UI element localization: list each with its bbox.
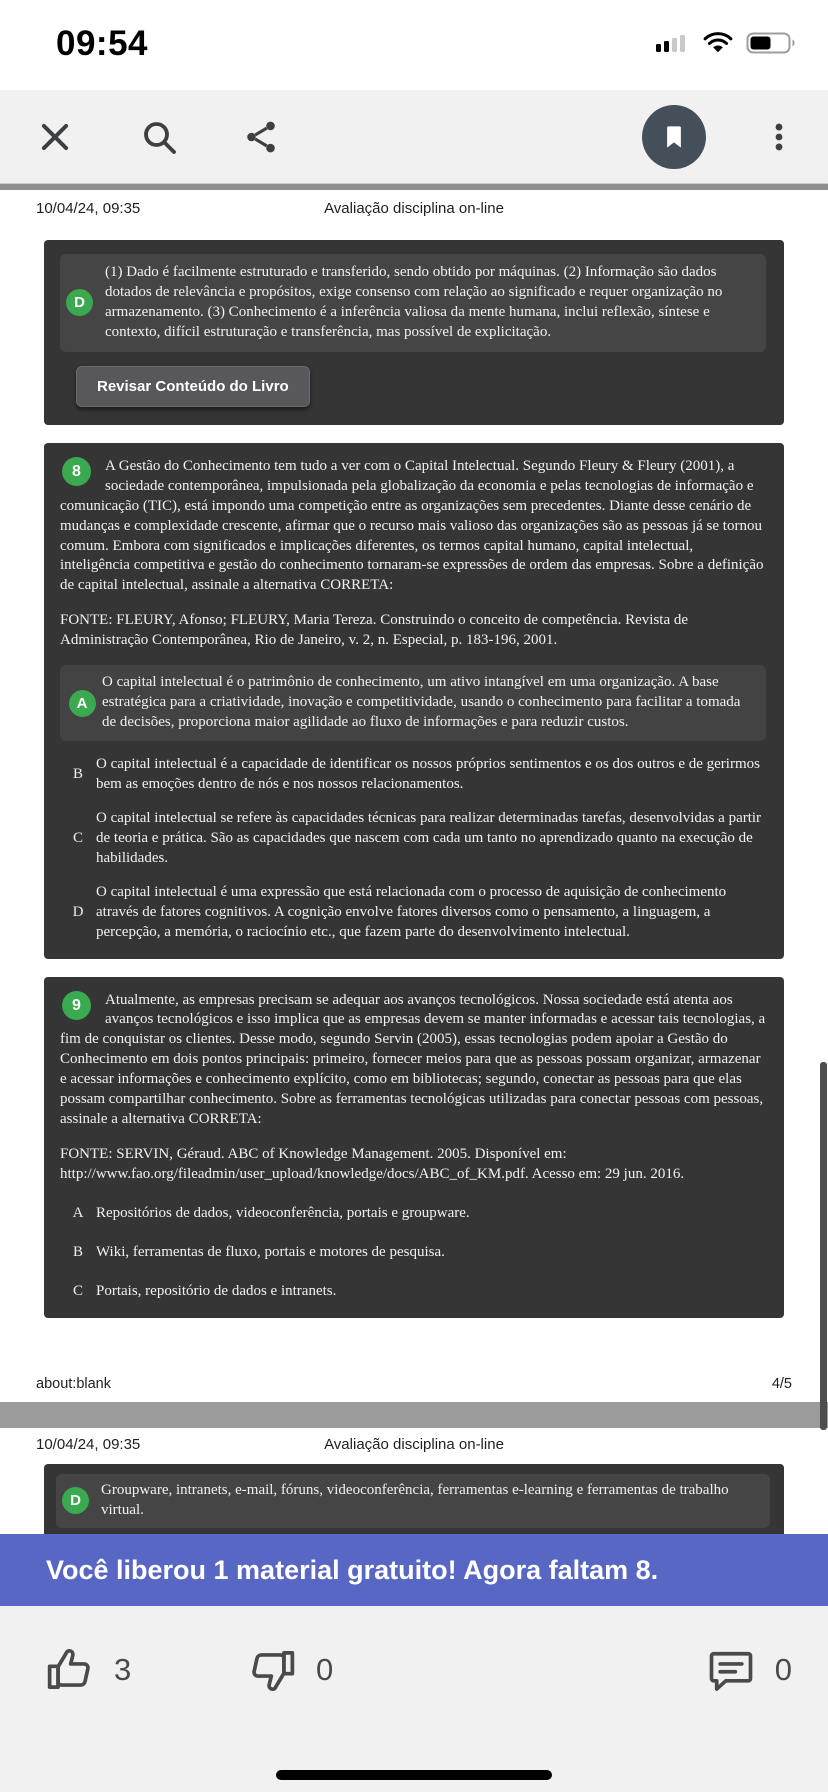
share-icon xyxy=(242,118,280,156)
like-button[interactable] xyxy=(44,1644,131,1696)
question-8-option-d[interactable] xyxy=(60,883,766,943)
question-9-option-d[interactable] xyxy=(56,1474,770,1528)
option-letter: B xyxy=(72,1243,83,1260)
option-text: O capital intelectual é o patrimônio de conhecimento, um ativo intangível em uma organização. A base estratégica para a criatividade, inovação e competitividade, usando o conhecimento para facilitar a tomada de decisões, proporciona maior agilidade ao fluxo de informações e para reduzir custos. xyxy=(102,674,741,731)
option-letter-badge: A xyxy=(62,690,102,717)
status-icons xyxy=(656,30,800,56)
document-page-2 xyxy=(0,1428,828,1534)
review-book-content-button[interactable]: Revisar Conteúdo do Livro xyxy=(76,366,310,407)
page-datetime: 10/04/24, 09:35 xyxy=(36,1436,141,1453)
dislike-button[interactable] xyxy=(246,1644,333,1696)
thumbs-down-icon xyxy=(246,1644,298,1696)
answer-block-question7 xyxy=(44,240,784,425)
overflow-menu-button[interactable] xyxy=(756,114,802,160)
question-8-option-a[interactable] xyxy=(60,665,766,741)
cellular-signal-icon xyxy=(656,31,690,55)
question-source: FONTE: FLEURY, Afonso; FLEURY, Maria Tereza. Construindo o conceito de competência. Revista de Administração Contemporânea, Rio de Janeiro, v. 2, n. Especial, p. 183-196, 2001. xyxy=(60,612,689,649)
comments-button[interactable] xyxy=(705,1644,792,1696)
question-8-option-b[interactable] xyxy=(60,755,766,795)
close-button[interactable] xyxy=(32,114,78,160)
option-letter-badge: D xyxy=(62,1487,89,1514)
dislikes-count: 0 xyxy=(316,1652,334,1687)
option-text: O capital intelectual é a capacidade de identificar os nossos próprios sentimentos e os dos outros e de gerirmos bem as emoções dentro de nós e nos nossos relacionamentos. xyxy=(96,756,760,792)
bookmark-button[interactable] xyxy=(642,105,706,169)
page-header xyxy=(0,190,828,222)
bookmark-icon xyxy=(659,122,689,152)
thumbs-up-icon xyxy=(44,1644,96,1696)
page-header xyxy=(0,1428,828,1456)
option-text: Groupware, intranets, e-mail, fóruns, videoconferência, ferramentas e-learning e ferramentas de trabalho virtual. xyxy=(101,1482,729,1518)
share-button[interactable] xyxy=(238,114,284,160)
battery-icon xyxy=(746,30,800,56)
home-indicator[interactable] xyxy=(276,1770,552,1780)
likes-count: 3 xyxy=(114,1652,132,1687)
option-letter: A xyxy=(72,1204,84,1221)
scrollbar-thumb[interactable] xyxy=(820,1062,827,1430)
bottom-bar xyxy=(0,1606,828,1792)
question-text: Atualmente, as empresas precisam se adequar aos avanços tecnológicos. Nossa sociedade está atenta aos avanços tecnológicos e isso implica que as empresas devem se manter informadas e acessar tais tecnologias, a fim de conquistar os clientes. Desse modo, segundo Servin (2005), essas tecnologias podem apoiar a Gestão do Conhecimento em dois pontos principais: primeiro, fornecer meios para que as pessoas possam organizar, armazenar e acessar informações e conhecimento explícito, como em bibliotecas; segundo, conectar as pessoas para que elas possam compartilhar conhecimento. Sobre as ferramentas tecnológicas utilizadas para conectar pessoas com pessoas, assinale a alternativa CORRETA: xyxy=(60,991,766,1128)
page-footer xyxy=(0,1370,828,1402)
option-text: O capital intelectual é uma expressão que está relacionada com o processo de aquisição de conhecimento através de fatores cognitivos. A cognição envolve fatores diversos como o pensamento, a linguagem, a percepção, a memória, o raciocínio etc., que fazem parte do desenvolvimento intelectual. xyxy=(96,883,727,940)
document-page-1 xyxy=(0,190,828,1402)
question-8-option-c[interactable] xyxy=(60,809,766,869)
question-8-text-wrap xyxy=(60,457,766,597)
option-text: Wiki, ferramentas de fluxo, portais e motores de pesquisa. xyxy=(96,1243,445,1260)
question-9-option-b[interactable] xyxy=(60,1243,766,1263)
overflow-menu-icon xyxy=(762,118,796,156)
option-text: Repositórios de dados, videoconferência, portais e groupware. xyxy=(96,1204,470,1221)
question-9-text-wrap xyxy=(60,991,766,1131)
wifi-icon xyxy=(702,31,734,55)
question-number-badge: 9 xyxy=(62,991,91,1020)
question-9-answer-block xyxy=(44,1464,784,1534)
page-separator xyxy=(0,1402,828,1428)
comment-icon xyxy=(705,1644,757,1696)
option-text: O capital intelectual se refere às capacidades técnicas para realizar determinadas tarefas, desenvolvidas a partir de teoria e prática. São as capacidades que nascem com cada um tanto no aprendizado quanto na execução de habilidades. xyxy=(96,809,762,866)
status-bar xyxy=(0,0,828,90)
option-letter: C xyxy=(72,829,83,846)
option-letter: B xyxy=(72,765,83,782)
answer-option-d[interactable] xyxy=(60,254,766,352)
question-number-badge: 8 xyxy=(62,457,91,486)
question-9-block xyxy=(44,977,784,1318)
page-url: about:blank xyxy=(36,1376,111,1392)
free-material-banner xyxy=(0,1534,828,1606)
search-button[interactable] xyxy=(136,114,182,160)
question-8-block xyxy=(44,443,784,959)
clock: 09:54 xyxy=(56,24,149,63)
page-number: 4/5 xyxy=(771,1376,792,1392)
option-letter: C xyxy=(72,1282,83,1299)
question-text: A Gestão do Conhecimento tem tudo a ver com o Capital Intelectual. Segundo Fleury & Fleury (2001), a sociedade contemporânea, impulsionada pela globalização da economia e pelas tecnologias de informação e comunicação (TIC), está impondo uma competição entre as organizações sem precedentes. Diante desse cenário de mudanças e complexidade crescente, afirmar que o recurso mais valioso das organizações são as pessoas já se tornou comum. Embora com significados e implicações diferentes, os termos capital humano, capital intelectual, inteligência competitiva e gestão do conhecimento tornaram-se expressões de ordem das empresas. Sobre a definição de capital intelectual, assinale a alternativa CORRETA: xyxy=(60,457,764,594)
page-title: Avaliação disciplina on-line xyxy=(324,1436,504,1453)
viewer-toolbar xyxy=(0,90,828,184)
page-datetime: 10/04/24, 09:35 xyxy=(36,200,141,217)
option-text: (1) Dado é facilmente estruturado e transferido, sendo obtido por máquinas. (2) Informação são dados dotados de relevância e propósitos, exige consenso com relação ao significado e requer organização no armazenamento. (3) Conhecimento é a inferência valiosa da mente humana, inclui reflexão, síntese e contexto, difícil estruturação e transferência, mas possível de explicitação. xyxy=(105,264,723,340)
comments-count: 0 xyxy=(774,1652,792,1687)
question-9-option-c[interactable] xyxy=(60,1282,766,1302)
search-icon xyxy=(139,117,179,157)
page-title: Avaliação disciplina on-line xyxy=(324,200,504,217)
option-letter-badge: D xyxy=(66,289,93,316)
option-letter: D xyxy=(72,903,84,920)
question-9-options xyxy=(60,1204,766,1302)
question-9-option-a[interactable] xyxy=(60,1204,766,1224)
option-text: Portais, repositório de dados e intranets. xyxy=(96,1282,337,1299)
question-source: FONTE: SERVIN, Géraud. ABC of Knowledge Management. 2005. Disponível em: http://www.fao.org/fileadmin/user_upload/knowledge/docs/ABC_of_KM.pdf. Acesso em: 29 jun. 2016. xyxy=(60,1146,685,1182)
close-icon xyxy=(36,118,74,156)
banner-text: Você liberou 1 material gratuito! Agora faltam 8. xyxy=(46,1554,659,1585)
